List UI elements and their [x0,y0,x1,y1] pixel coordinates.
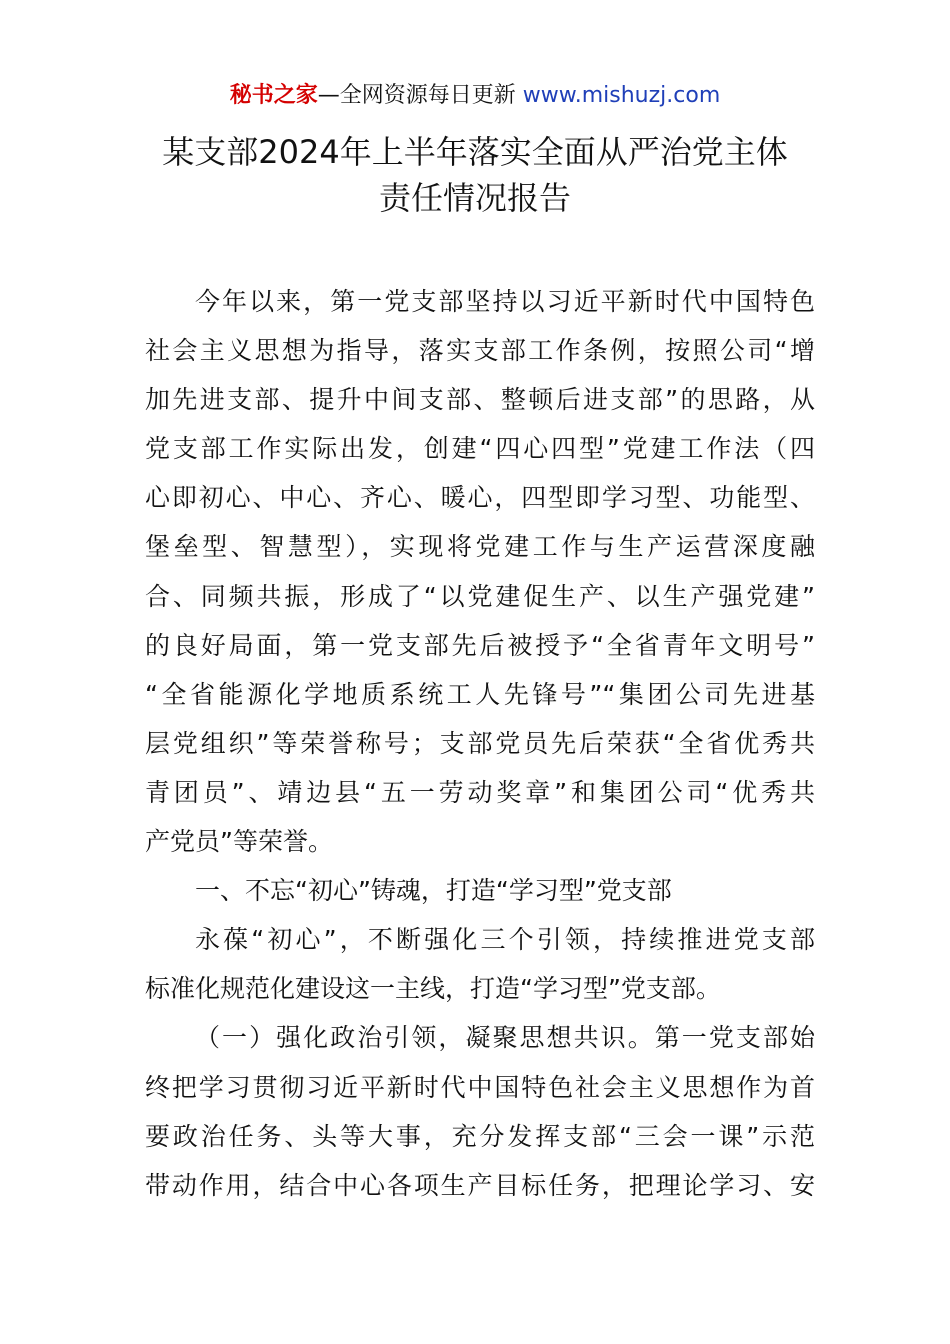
body-line: 加先进支部、提升中间支部、整顿后进支部”的思路，从 [145,385,815,415]
document-body [145,277,815,1210]
site-header [0,80,950,112]
body-line: 标准化规范化建设这一主线，打造“学习型”党支部。 [145,974,721,1004]
body-line: 青团员”、靖边县“五一劳动奖章”和集团公司“优秀共 [145,777,815,807]
body-line: （一）强化政治引领，凝聚思想共识。第一党支部始 [195,1023,815,1053]
body-line: 党支部工作实际出发，创建“四心四型”党建工作法（四 [145,434,815,464]
document-title-line-2: 责任情况报告 [378,179,571,217]
body-line: 层党组织”等荣誉称号；支部党员先后荣获“全省优秀共 [145,728,815,758]
body-line: 堡垒型、智慧型），实现将党建工作与生产运营深度融 [145,532,815,562]
body-line: 的良好局面，第一党支部先后被授予“全省青年文明号” [145,630,815,660]
body-line: 社会主义思想为指导，落实支部工作条例，按照公司“增 [145,336,815,366]
brand-name: 秘书之家 [229,83,318,108]
body-line: 心即初心、中心、齐心、暖心，四型即学习型、功能型、 [145,483,815,513]
body-line: 今年以来，第一党支部坚持以习近平新时代中国特色 [195,287,815,316]
body-line: 产党员”等荣誉。 [145,827,333,857]
body-line: 终把学习贯彻习近平新时代中国特色社会主义思想作为首 [145,1072,815,1102]
body-line: 合、同频共振，形成了“以党建促生产、以生产强党建” [145,581,815,611]
document-title-line-1: 某支部2024年上半年落实全面从严治党主体 [162,133,788,171]
body-line: 要政治任务、头等大事，充分发挥支部“三会一课”示范 [145,1121,815,1151]
site-url-link[interactable]: www.mishuzj.com [522,83,721,108]
header-tagline: —全网资源每日更新 [317,83,516,108]
body-line: 带动作用，结合中心各项生产目标任务，把理论学习、安 [145,1170,815,1200]
body-line: “全省能源化学地质系统工人先锋号”“集团公司先进基 [145,679,815,709]
body-line: 永葆“初心”，不断强化三个引领，持续推进党支部 [195,925,815,955]
section-heading: 一、不忘“初心”铸魂，打造“学习型”党支部 [195,876,672,906]
